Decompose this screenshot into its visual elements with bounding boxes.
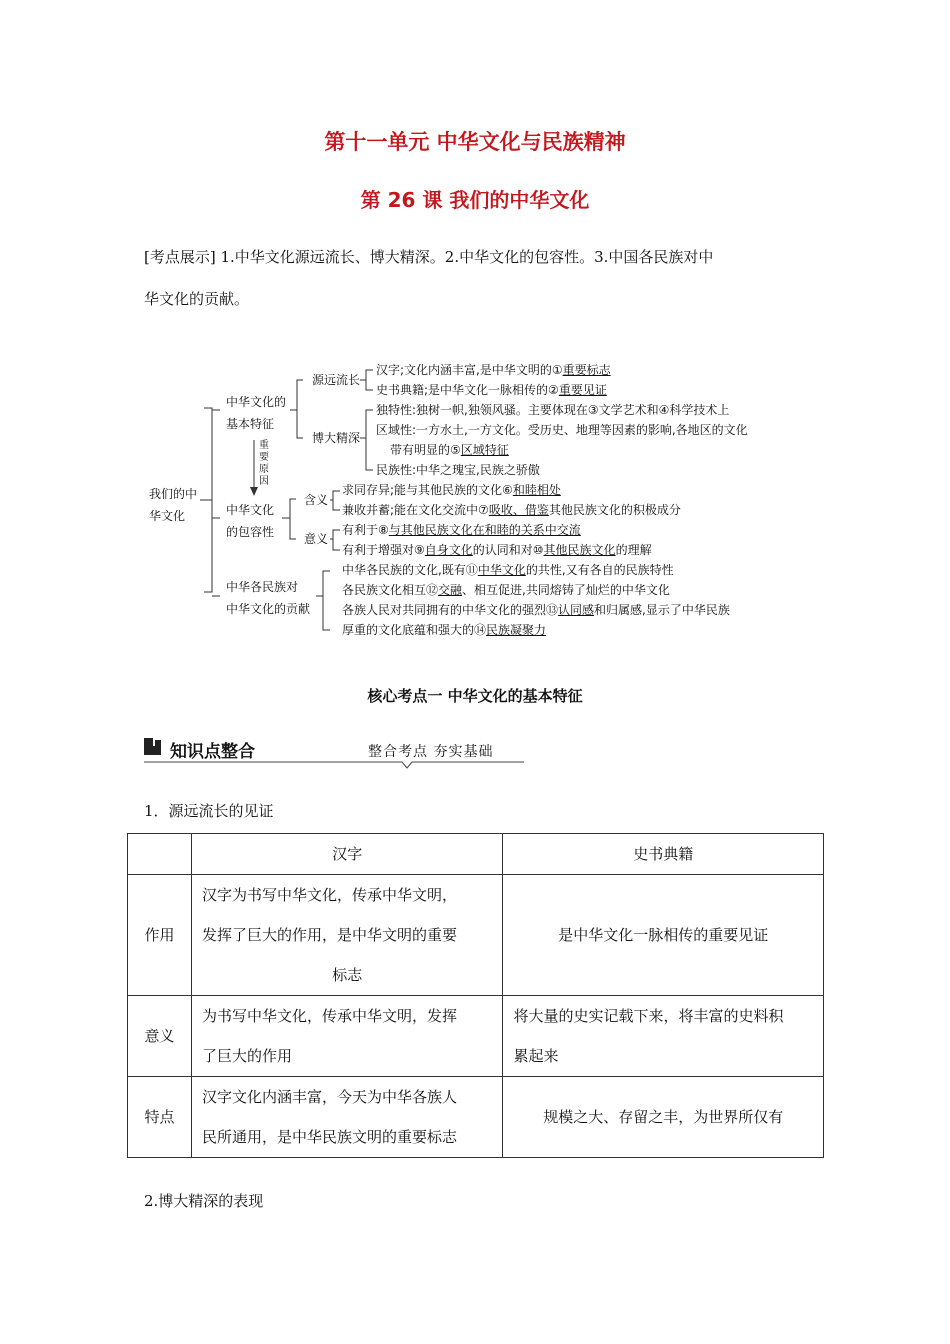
row-label: 作用 [128, 875, 192, 996]
table-cell: 规模之大、存留之丰，为世界所仅有 [503, 1077, 824, 1158]
unit-title: 第十一单元 中华文化与民族精神 [324, 130, 626, 154]
leaf-contribution-3: 各族人民对共同拥有的中华文化的强烈⑬认同感和归属感,显示了中华民族 [342, 603, 730, 617]
intro-line-2: 华文化的贡献。 [144, 290, 250, 308]
banner-subtitle: 整合考点 夯实基础 [368, 744, 494, 760]
table-header-cell [128, 834, 192, 875]
branch-contribution: 中华各民族对 中华文化的贡献 [226, 580, 311, 616]
leaf-youliyu-2: 有利于增强对⑨自身文化的认同和对⑩其他民族文化的理解 [342, 543, 652, 557]
node-boda: 博大精深 [312, 431, 361, 445]
table-row [128, 875, 824, 996]
table-cell: 汉字为书写中华文化，传承中华文明， 发挥了巨大的作用，是中华文明的重要 标志 [191, 875, 503, 996]
root-node: 我们的中 华文化 [149, 487, 198, 523]
node-hanyi: 含义 [304, 493, 329, 507]
reason-label: 重 要 原 因 [259, 440, 269, 487]
table-cell: 将大量的史实记载下来，将丰富的史料积 累起来 [503, 996, 824, 1077]
leaf-regional: 区域性:一方水土,一方文化。受历史、地理等因素的影响,各地区的文化 [376, 423, 748, 437]
node-yiyi: 意义 [304, 532, 329, 546]
table-cell: 为书写中华文化，传承中华文明，发挥 了巨大的作用 [191, 996, 503, 1077]
mind-map-connectors [0, 0, 950, 660]
intro-line-1: [考点展示] 1.中华文化源远流长、博大精深。2.中华文化的包容性。3.中国各民族对中 [144, 248, 714, 266]
branch-inclusiveness: 中华文化 的包容性 [226, 503, 275, 539]
leaf-contribution-4: 厚重的文化底蕴和强大的⑭民族凝聚力 [342, 623, 547, 637]
section-1-heading: 1．源远流长的见证 [144, 802, 274, 820]
leaf-uniqueness: 独特性:独树一帜,独领风骚。主要体现在③文学艺术和④科学技术上 [376, 403, 730, 417]
lesson-title: 第 26 课 我们的中华文化 [360, 188, 590, 212]
leaf-qiutong: 求同存异;能与其他民族的文化⑥和睦相处 [342, 483, 561, 497]
table-header-row [128, 834, 824, 875]
leaf-hanzi: 汉字;文化内涵丰富,是中华文明的①重要标志 [376, 363, 611, 377]
core-point-title: 核心考点一 中华文化的基本特征 [367, 687, 583, 705]
table-cell: 是中华文化一脉相传的重要见证 [503, 875, 824, 996]
branch-basic-features: 中华文化的 基本特征 [226, 395, 287, 431]
row-label: 意义 [128, 996, 192, 1077]
table-cell: 汉字文化内涵丰富，今天为中华各族人 民所通用，是中华民族文明的重要标志 [191, 1077, 503, 1158]
leaf-regional-cont: 带有明显的⑤区域特征 [390, 443, 509, 457]
leaf-contribution-1: 中华各民族的文化,既有⑪中华文化的共性,又有各自的民族特性 [342, 563, 674, 577]
table-row [128, 996, 824, 1077]
banner-title: 知识点整合 [170, 742, 255, 762]
leaf-contribution-2: 各民族文化相互⑫交融、相互促进,共同熔铸了灿烂的中华文化 [342, 583, 670, 597]
leaf-shishu: 史书典籍;是中华文化一脉相传的②重要见证 [376, 383, 607, 397]
row-label: 特点 [128, 1077, 192, 1158]
evidence-table [127, 833, 824, 1158]
mind-map [0, 0, 950, 660]
leaf-ethnic: 民族性:中华之瑰宝,民族之骄傲 [376, 463, 540, 477]
section-2-heading: 2.博大精深的表现 [144, 1192, 264, 1210]
table-header-cell: 史书典籍 [503, 834, 824, 875]
leaf-jianshou: 兼收并蓄;能在文化交流中⑦吸收、借鉴其他民族文化的积极成分 [342, 503, 681, 517]
table-row [128, 1077, 824, 1158]
table-header-cell: 汉字 [191, 834, 503, 875]
leaf-youliyu-1: 有利于⑧与其他民族文化在和睦的关系中交流 [342, 523, 581, 537]
node-yuanyuan: 源远流长 [312, 373, 361, 387]
